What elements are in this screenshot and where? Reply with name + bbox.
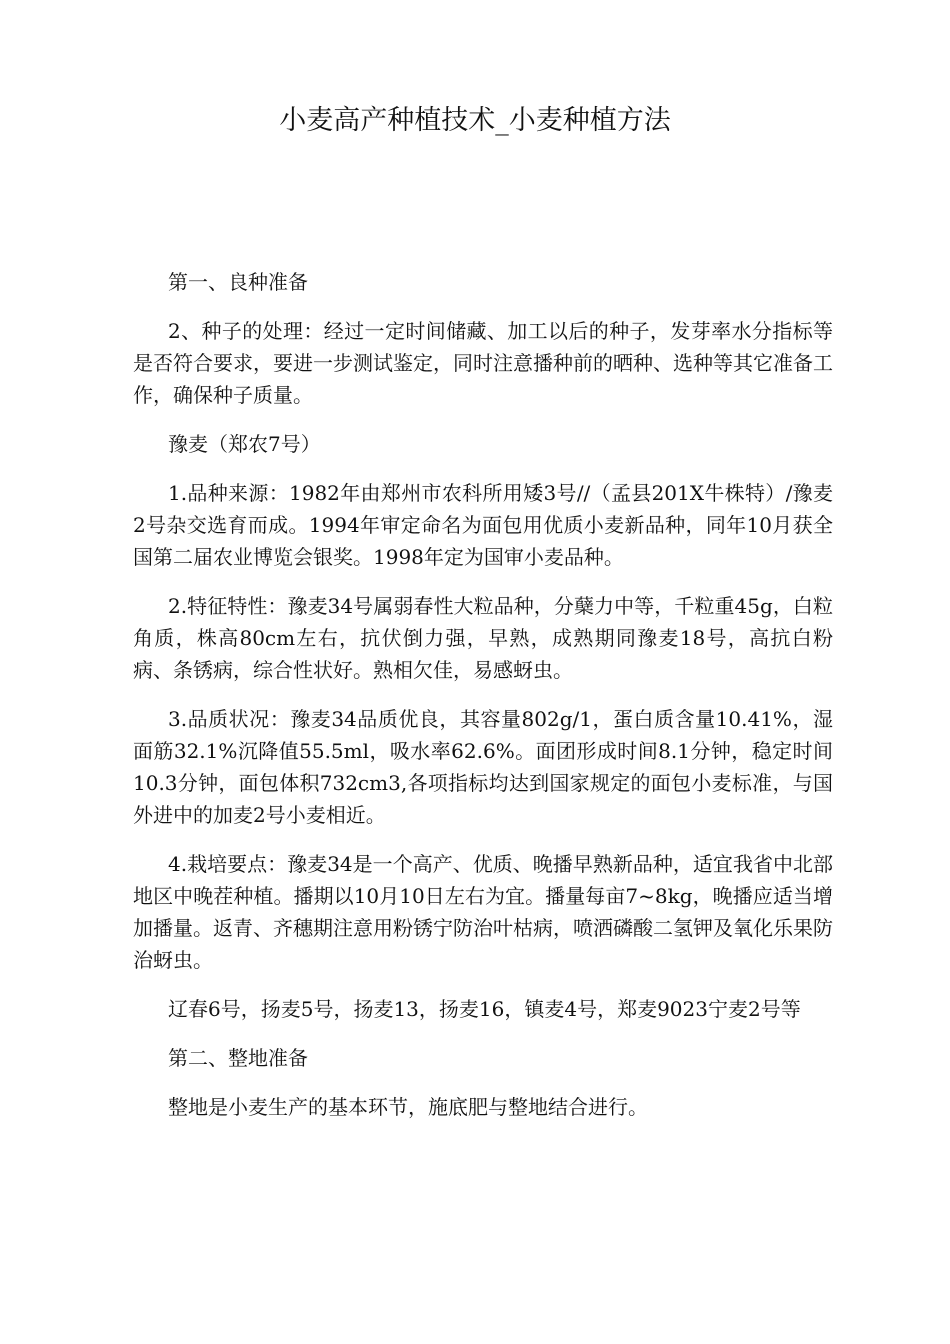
paragraph-quality: 3.品质状况：豫麦34品质优良，其容量802g/1，蛋白质含量10.41%，湿面筋32.1%沉降值55.5ml，吸水率62.6%。面团形成时间8.1分钟，稳定时间10.3分钟，面包体积732cm3,各项指标均达到国家规定的面包小麦标准，与国外进中的加麦2号小麦相近。 xyxy=(133,707,833,827)
variety-heading: 豫麦（郑农7号） xyxy=(168,432,321,456)
section-heading-land-prep: 第二、整地准备 xyxy=(168,1046,308,1070)
paragraph-land-prep: 整地是小麦生产的基本环节，施底肥与整地结合进行。 xyxy=(168,1095,648,1119)
paragraph-characteristics: 2.特征特性：豫麦34号属弱春性大粒品种，分蘖力中等，千粒重45g，白粒角质，株高80cm左右，抗伏倒力强，早熟，成熟期同豫麦18号，高抗白粉病、条锈病，综合性状好。熟相欠佳，易感蚜虫。 xyxy=(133,594,833,682)
section-heading-seed-prep: 第一、良种准备 xyxy=(168,270,308,294)
paragraph-other-varieties: 辽春6号，扬麦5号，扬麦13，扬麦16，镇麦4号，郑麦9023宁麦2号等 xyxy=(168,997,801,1021)
document-title: 小麦高产种植技术_小麦种植方法 xyxy=(279,105,671,136)
paragraph-seed-treatment: 2、种子的处理：经过一定时间储藏、加工以后的种子，发芽率水分指标等是否符合要求，要进一步测试鉴定，同时注意播种前的晒种、选种等其它准备工作，确保种子质量。 xyxy=(133,319,833,407)
document-body xyxy=(133,266,833,1140)
paragraph-cultivation: 4.栽培要点：豫麦34是一个高产、优质、晚播早熟新品种，适宜我省中北部地区中晚茬种植。播期以10月10日左右为宜。播量每亩7~8kg，晚播应适当增加播量。返青、齐穗期注意用粉锈宁防治叶枯病，喷洒磷酸二氢钾及氧化乐果防治蚜虫。 xyxy=(133,852,833,972)
paragraph-variety-origin: 1.品种来源：1982年由郑州市农科所用矮3号//（孟县201X牛株特）/豫麦2号杂交选育而成。1994年审定命名为面包用优质小麦新品种，同年10月获全国第二届农业博览会银奖。1998年定为国审小麦品种。 xyxy=(133,481,833,569)
